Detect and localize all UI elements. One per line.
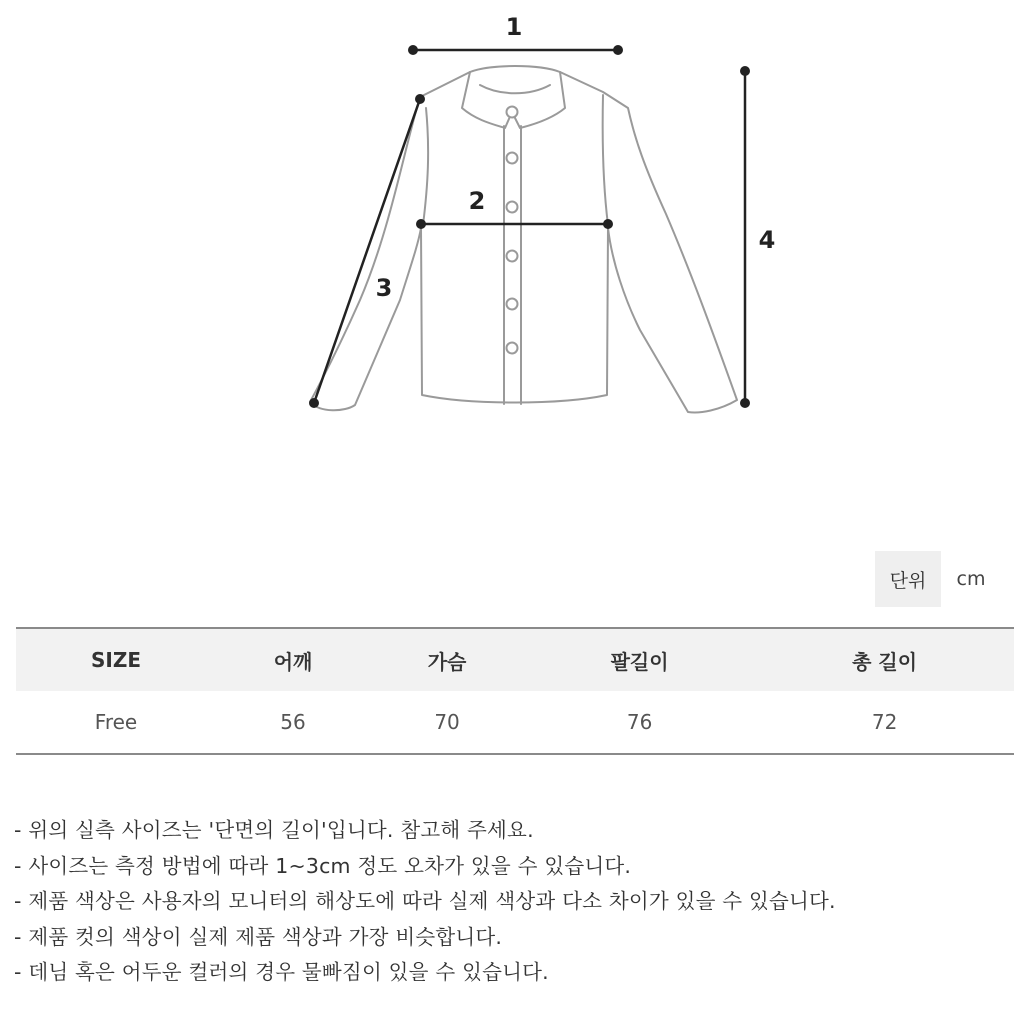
note-item: - 제품 컷의 색상이 실제 제품 색상과 가장 비슷합니다. [14, 924, 503, 949]
header-sleeve: 팔길이 [524, 628, 755, 691]
notes-list [14, 813, 836, 991]
size-table-header [16, 628, 1014, 691]
shirt-outline [310, 66, 737, 413]
cell-shoulder: 56 [216, 691, 370, 754]
header-shoulder: 어깨 [216, 628, 370, 691]
unit-value: cm [956, 568, 986, 590]
label-3: 3 [375, 274, 393, 302]
table-row [16, 691, 1014, 754]
label-1: 1 [505, 13, 523, 41]
note-item: - 데님 혹은 어두운 컬러의 경우 물빠짐이 있을 수 있습니다. [14, 960, 549, 984]
cell-chest: 70 [370, 691, 524, 754]
note-item: - 사이즈는 측정 방법에 따라 1~3cm 정도 오차가 있을 수 있습니다. [14, 853, 632, 878]
label-4: 4 [758, 226, 776, 254]
shirt-buttons [507, 107, 518, 354]
size-table [16, 627, 1014, 755]
cell-length: 72 [755, 691, 1014, 754]
unit-label: 단위 [875, 551, 941, 607]
header-length: 총 길이 [755, 628, 1014, 691]
measure-length [740, 66, 775, 408]
cell-sleeve: 76 [524, 691, 755, 754]
header-chest: 가슴 [370, 628, 524, 691]
unit-indicator [875, 551, 1001, 607]
measure-shoulder [408, 13, 623, 55]
cell-size: Free [16, 691, 216, 754]
note-item: - 위의 실측 사이즈는 '단면의 길이'입니다. 참고해 주세요. [14, 818, 534, 842]
header-size: SIZE [16, 628, 216, 691]
measurement-diagram [0, 0, 1031, 500]
label-2: 2 [468, 187, 486, 215]
note-item: - 제품 색상은 사용자의 모니터의 해상도에 따라 실제 색상과 다소 차이가 있을 수 있습니다. [14, 889, 836, 913]
